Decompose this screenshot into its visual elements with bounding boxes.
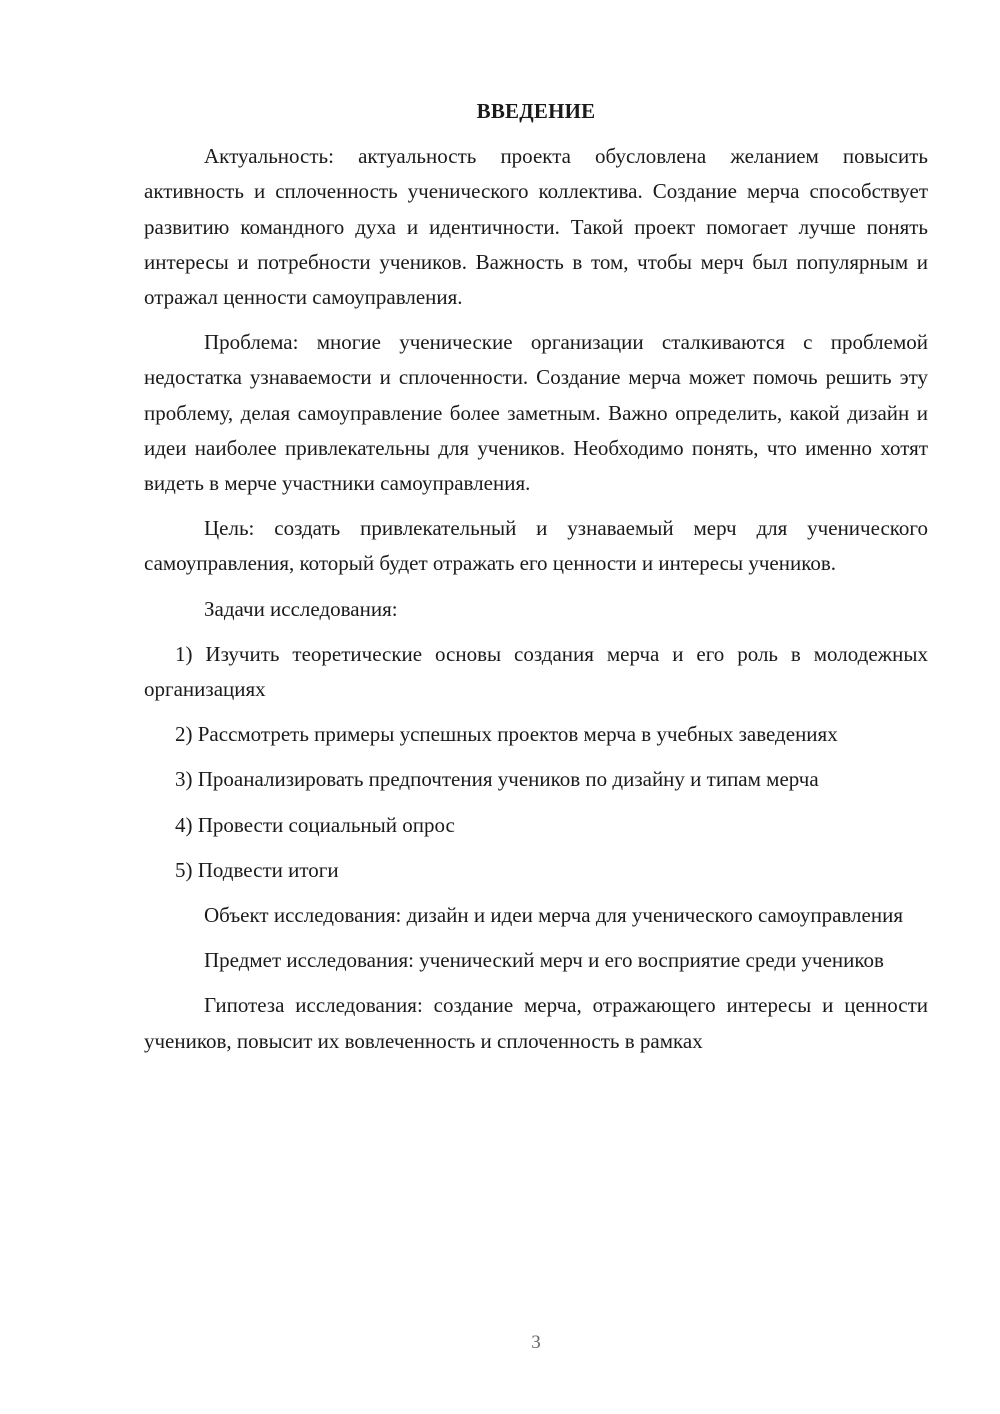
task-item-1: 1) Изучить теоретические основы создания мерча и его роль в молодежных организациях [144,641,928,702]
paragraph-relevance: Актуальность: актуальность проекта обусловлена желанием повысить активность и сплоченность ученического коллектива. Создание мерча способствует развитию командного духа и идентичности. Такой проект помогает лучше понять интересы и потребности учеников. Важность в том, чтобы мерч был популярным и отражал ценности самоуправления. [144,144,928,310]
paragraph-subject: Предмет исследования: ученический мерч и его восприятие среди учеников [204,948,884,973]
task-item-4: 4) Провести социальный опрос [175,812,455,837]
paragraph-goal: Цель: создать привлекательный и узнаваемый мерч для ученического самоуправления, который будет отражать его ценности и интересы учеников. [144,516,928,576]
tasks-heading: Задачи исследования: [204,596,398,621]
paragraph-object: Объект исследования: дизайн и идеи мерча для ученического самоуправления [204,903,903,928]
task-item-3: 3) Проанализировать предпочтения учеников по дизайну и типам мерча [175,767,819,792]
paragraph-hypothesis: Гипотеза исследования: создание мерча, отражающего интересы и ценности учеников, повысит их вовлеченность и сплоченность в рамках [144,993,928,1053]
task-item-2: 2) Рассмотреть примеры успешных проектов мерча в учебных заведениях [175,722,838,747]
section-title: ВВЕДЕНИЕ [476,99,596,123]
paragraph-problem: Проблема: многие ученические организации сталкиваются с проблемой недостатка узнаваемости и сплоченности. Создание мерча может помочь решить эту проблему, делая самоуправление более заметным. Важно определить, какой дизайн и идеи наиболее привлекательны для учеников. Необходимо понять, что именно хотят видеть в мерче участники самоуправления. [144,330,928,496]
page-number: 3 [531,1332,541,1353]
task-item-5: 5) Подвести итоги [175,857,339,882]
page-content [144,94,928,1069]
